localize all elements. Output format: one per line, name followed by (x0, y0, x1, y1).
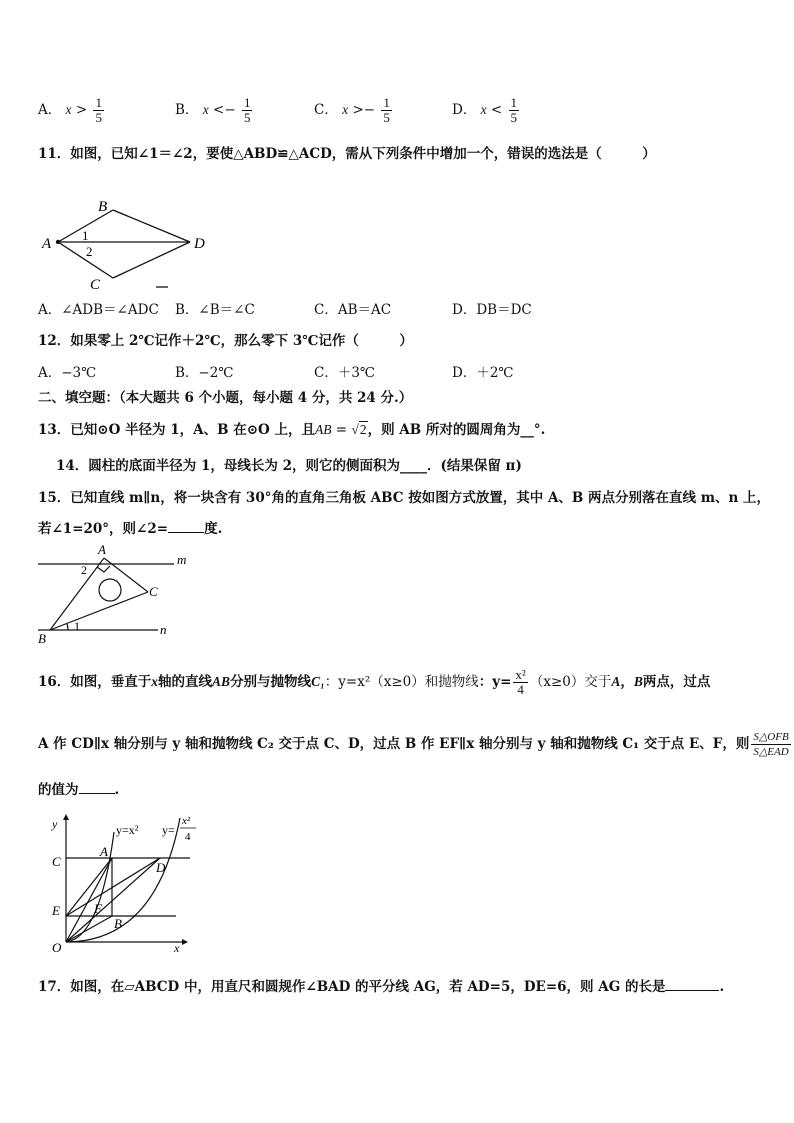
q15-label-n: n (160, 622, 167, 637)
q14-text: 14．圆柱的底面半径为 1，母线长为 2，则它的侧面积为____．(结果保留 π) (56, 458, 522, 474)
q10-option-c: C． x >− $\frac{1}{5}$ (314, 95, 390, 125)
q10-option-a: A． x > $\frac{1}{5}$ (38, 95, 102, 125)
q15-line2: 若∠1=20°，则∠2= 度. (38, 518, 222, 539)
q16-label-d: D (156, 860, 166, 875)
q11-option-b: B．∠B＝∠C (175, 302, 255, 318)
q12-option-a: A．−3℃ (38, 365, 97, 381)
q16-label-e: E (52, 903, 60, 918)
q11-option-a: A．∠ADB＝∠ADC (38, 302, 159, 318)
q15-label-c: C (149, 584, 158, 599)
q15-angle-1: 1 (74, 619, 80, 633)
q15-angle-2: 2 (81, 563, 87, 577)
q16-label-f: F (94, 901, 102, 916)
q15-line1: 15．已知直线 m∥n，将一块含有 30°角的直角三角板 ABC 按如图方式放置，其中 A、B 两点分别落在直线 m、n 上， (38, 490, 771, 506)
q16-axis-y: y (52, 817, 58, 831)
section-heading: 二、填空题：（本大题共 6 个小题，每小题 4 分，共 24 分.） (38, 390, 413, 406)
q15-label-m: m (177, 552, 187, 567)
q11-label-c: C (90, 277, 101, 292)
q10-option-b: B． x <− $\frac{1}{5}$ (175, 95, 251, 125)
q16-curve-c2-num: x² (182, 815, 191, 827)
q12-stem: 12．如果零上 2℃记作＋2℃，那么零下 3℃记作（ ） (38, 333, 413, 349)
q15-label-a: A (98, 544, 106, 557)
q15-figure (34, 544, 194, 648)
q11-label-d: D (194, 236, 205, 252)
q16-line2: A 作 CD∥x 轴分别与 y 轴和抛物线 C₂ 交于点 C、D，过点 B 作 EF∥x 轴分别与 y 轴和抛物线 C₁ 交于点 E、F，则 $\frac{\text{S△OFB}}{\text{S△EAD}}$ (38, 731, 789, 758)
q11-angle-2: 2 (86, 244, 93, 259)
q11-option-c: C．AB＝AC (314, 302, 392, 318)
q11-option-d: D．DB＝DC (452, 302, 532, 318)
q12-option-c: C．＋3℃ (314, 365, 376, 381)
q16-label-b: B (114, 916, 122, 931)
q16-axis-x: x (174, 941, 180, 955)
q16-figure (44, 810, 204, 956)
q11-stem: 11．如图，已知∠1＝∠2，要使△ABD≌△ACD，需从下列条件中增加一个，错误的选法是（ ） (38, 146, 656, 162)
q11-angle-1: 1 (82, 228, 89, 243)
q13-text: 13．已知⊙O 半径为 1，A、B 在⊙O 上，且AB = √2，则 AB 所对的圆周角为__°. (38, 422, 546, 438)
q17-text: 17．如图，在▱ABCD 中，用直尺和圆规作∠BAD 的平分线 AG，若 AD=5，DE=6，则 AG 的长是 . (38, 976, 724, 997)
q11-figure (38, 192, 218, 292)
q12-option-d: D．＋2℃ (452, 365, 514, 381)
q16-curve-c2-label: y= (162, 823, 175, 837)
q12-option-b: B．−2℃ (175, 365, 234, 381)
q10-option-d: D． x < $\frac{1}{5}$ (452, 95, 518, 125)
q16-label-o: O (52, 940, 62, 955)
q16-line1: 16．如图，垂直于x轴的直线AB分别与抛物线C₁：y=x²（x≥0）和抛物线：y= $\frac{\text{x²}}{4}$ （x≥0）交于A，B两点，过点 (38, 667, 711, 697)
q15-label-b: B (38, 631, 46, 646)
q11-label-b: B (98, 199, 108, 215)
q11-label-a: A (42, 236, 52, 252)
q16-label-a: A (100, 844, 108, 859)
q16-line3: 的值为 . (38, 779, 119, 800)
q16-curve-c1-label: y=x² (116, 823, 139, 837)
q16-curve-c2-den: 4 (185, 831, 191, 843)
q16-label-c: C (52, 854, 61, 869)
